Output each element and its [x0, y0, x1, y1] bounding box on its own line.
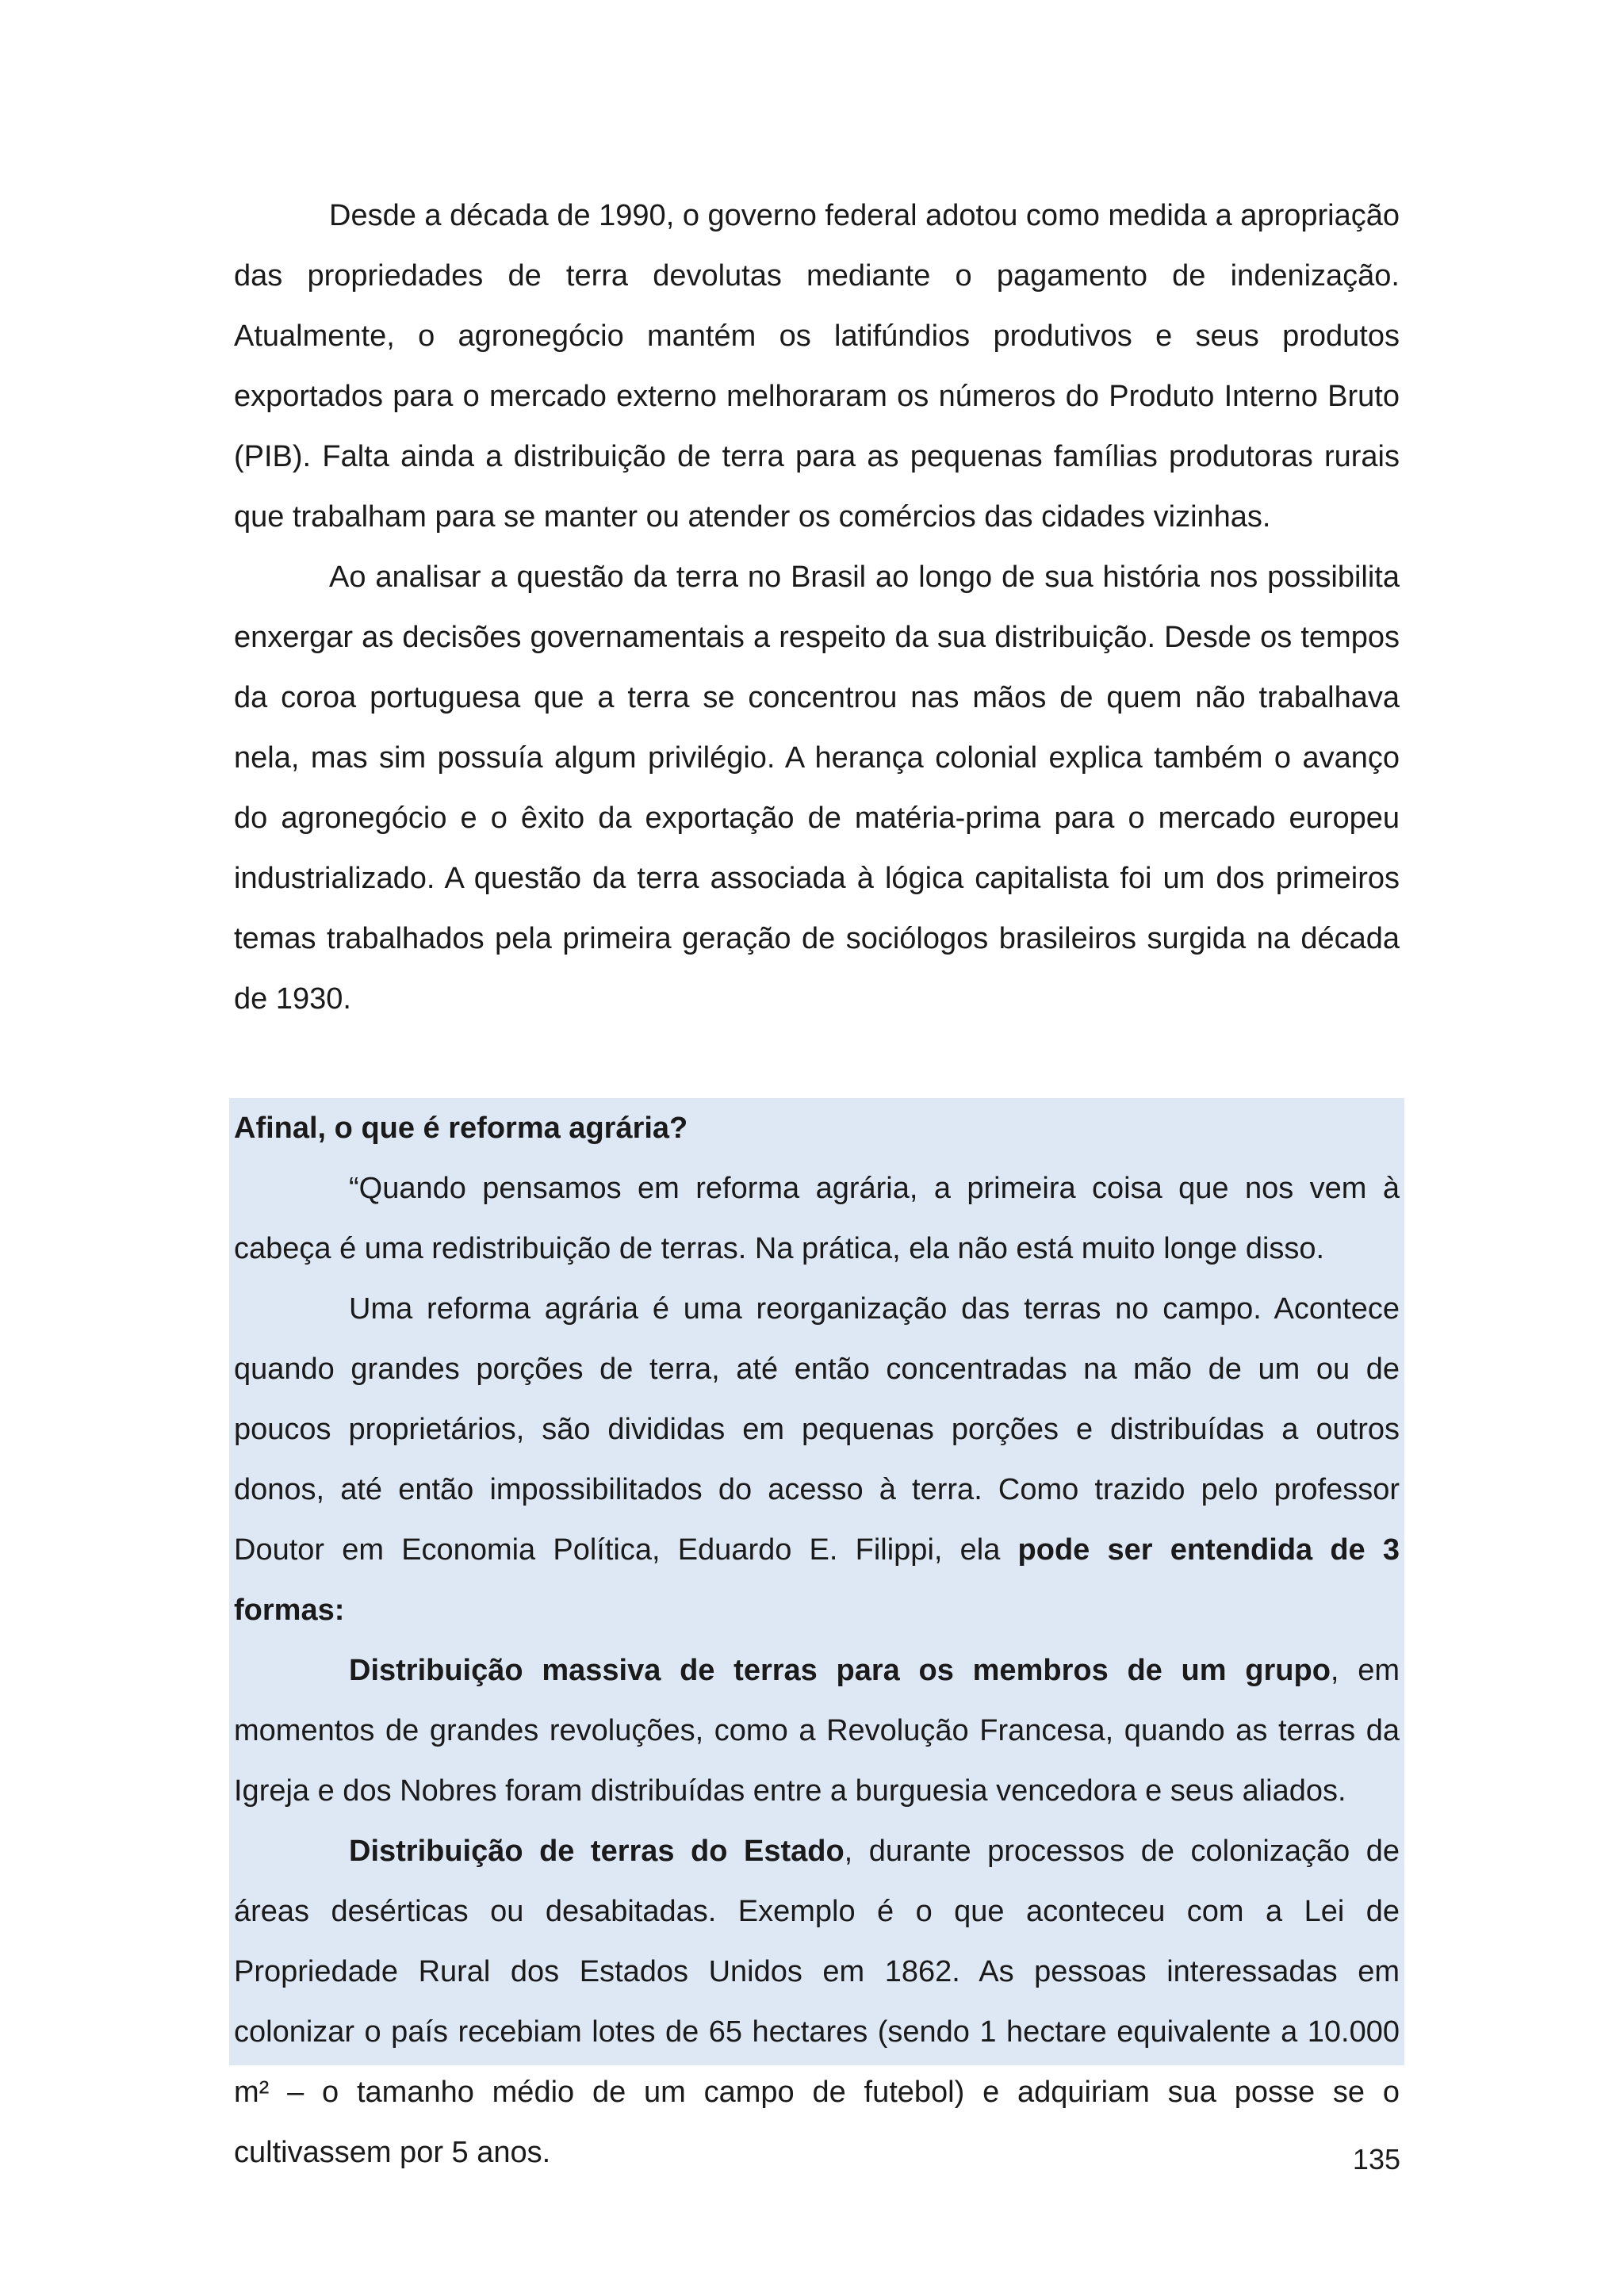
- body-text: [234, 186, 1400, 1029]
- paragraph-text: , durante processos de colonização de áreas desérticas ou desabitadas. Exemplo é o que aconteceu com a Lei de Propriedade Rural dos Estados Unidos em 1862. As pessoas interessadas em colonizar o país recebiam lotes de 65 hectares (sendo 1 hectare equivalente a 10.000 m² – o tamanho médio de um campo de futebol) e adquiriam sua posse se o cultivassem por 5 anos.: [234, 1835, 1400, 2169]
- body-paragraph: Desde a década de 1990, o governo federal adotou como medida a apropriação das propriedades de terra devolutas mediante o pagamento de indenização. Atualmente, o agronegócio mantém os latifúndios produtivos e seus produtos exportados para o mercado externo melhoraram os números do Produto Interno Bruto (PIB). Falta ainda a distribuição de terra para as pequenas famílias produtoras rurais que trabalham para se manter ou atender os comércios das cidades vizinhas.: [234, 199, 1400, 534]
- info-box-content: [234, 1098, 1400, 2183]
- paragraph-bold-text: pode ser entendida de 3 formas:: [234, 1533, 1400, 1627]
- info-box-paragraph: [234, 1821, 1400, 2183]
- info-box-paragraph: “Quando pensamos em reforma agrária, a primeira coisa que nos vem à cabeça é uma redistribuição de terras. Na prática, ela não está muito longe disso.: [234, 1172, 1400, 1265]
- paragraph-text: Uma reforma agrária é uma reorganização das terras no campo. Acontece quando grandes porções de terra, até então concentradas na mão de um ou de poucos proprietários, são divididas em pequenas porções e distribuídas a outros donos, até então impossibilitados do acesso à terra. Como trazido pelo professor Doutor em Economia Política, Eduardo E. Filippi, ela: [234, 1292, 1400, 1567]
- page-number: 135: [1352, 2143, 1400, 2175]
- info-box-paragraph: [234, 1279, 1400, 1640]
- info-box-paragraph: [234, 1640, 1400, 1821]
- paragraph-text: , em momentos de grandes revoluções, como a Revolução Francesa, quando as terras da Igreja e dos Nobres foram distribuídas entre a burguesia vencedora e seus aliados.: [234, 1654, 1400, 1808]
- paragraph-bold-text: Distribuição massiva de terras para os membros de um grupo: [349, 1654, 1331, 1687]
- body-paragraph: Ao analisar a questão da terra no Brasil ao longo de sua história nos possibilita enxergar as decisões governamentais a respeito da sua distribuição. Desde os tempos da coroa portuguesa que a terra se concentrou nas mãos de quem não trabalhava nela, mas sim possuía algum privilégio. A herança colonial explica também o avanço do agronegócio e o êxito da exportação de matéria-prima para o mercado europeu industrializado. A questão da terra associada à lógica capitalista foi um dos primeiros temas trabalhados pela primeira geração de sociólogos brasileiros surgida na década de 1930.: [234, 561, 1400, 1016]
- info-box-title: Afinal, o que é reforma agrária?: [234, 1112, 688, 1145]
- paragraph-bold-text: Distribuição de terras do Estado: [349, 1835, 845, 1868]
